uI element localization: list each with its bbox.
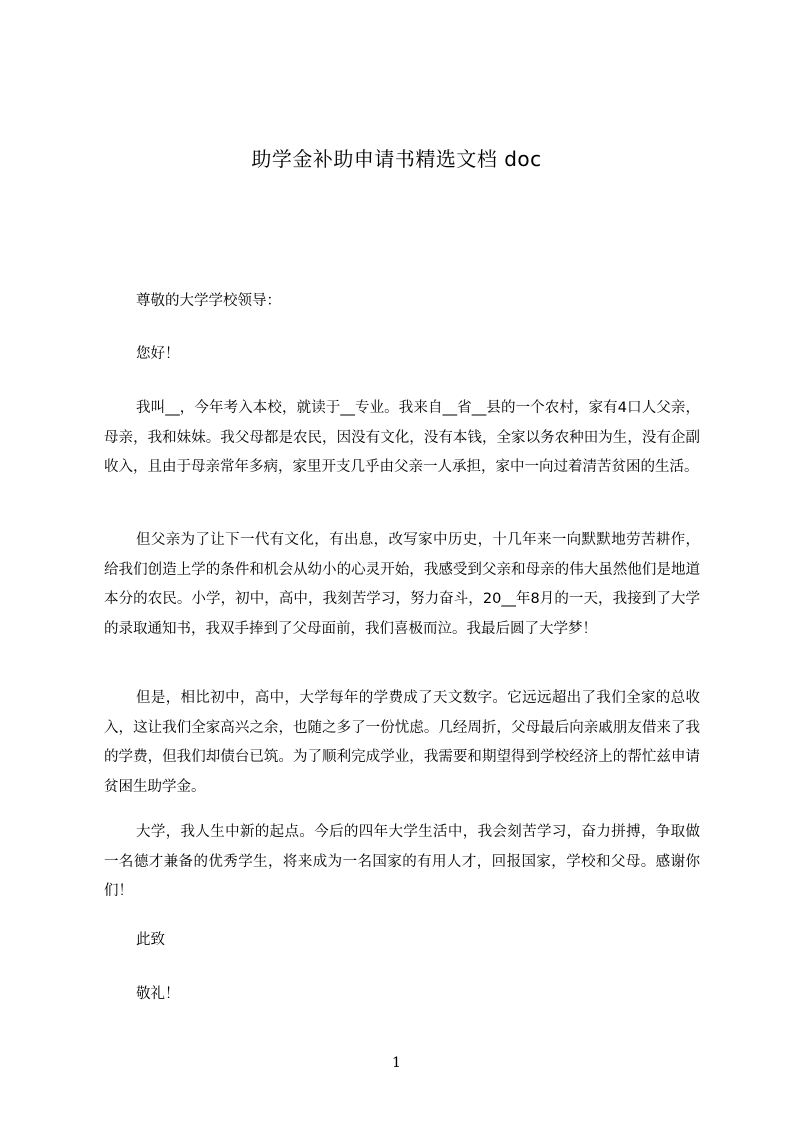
body-paragraph-1: 我叫__，今年考入本校，就读于__专业。我来自__省__县的一个农村，家有4口人父亲，母亲，我和妹妹。我父母都是农民，因没有文化，没有本钱，全家以务农种田为生，没有企副收入，且由于母亲常年多病，家里开支几乎由父亲一人承担，家中一向过着清苦贫困的生活。 <box>104 400 700 475</box>
salutation: 尊敬的大学学校领导： <box>136 293 281 309</box>
greeting: 您好！ <box>136 346 180 362</box>
body-paragraph-2: 但父亲为了让下一代有文化，有出息，改写家中历史，十几年来一向默默地劳苦耕作，给我们创造上学的条件和机会从幼小的心灵开始，我感受到父亲和母亲的伟大虽然他们是地道本分的农民。小学，初中，高中，我刻苦学习，努力奋斗，20__年8月的一天，我接到了大学的录取通知书，我双手捧到了父母面前，我们喜极而泣。我最后圆了大学梦！ <box>104 532 700 637</box>
closing-line-2: 敬礼！ <box>136 986 180 1002</box>
page-number: 1 <box>392 1055 401 1071</box>
closing-line-1: 此致 <box>136 932 165 948</box>
body-paragraph-3: 但是，相比初中，高中，大学每年的学费成了天文数字。它远远超出了我们全家的总收入，这让我们全家高兴之余，也随之多了一份忧虑。几经周折，父母最后向亲戚朋友借来了我的学费，但我们却债台已筑。为了顺利完成学业，我需要和期望得到学校经济上的帮忙兹申请贫困生助学金。 <box>104 690 700 795</box>
document-title: 助学金补助申请书精选文档 doc <box>251 147 542 171</box>
body-paragraph-4: 大学，我人生中新的起点。今后的四年大学生活中，我会刻苦学习，奋力拼搏，争取做一名德才兼备的优秀学生，将来成为一名国家的有用人才，回报国家，学校和父母。感谢你们！ <box>104 824 700 899</box>
